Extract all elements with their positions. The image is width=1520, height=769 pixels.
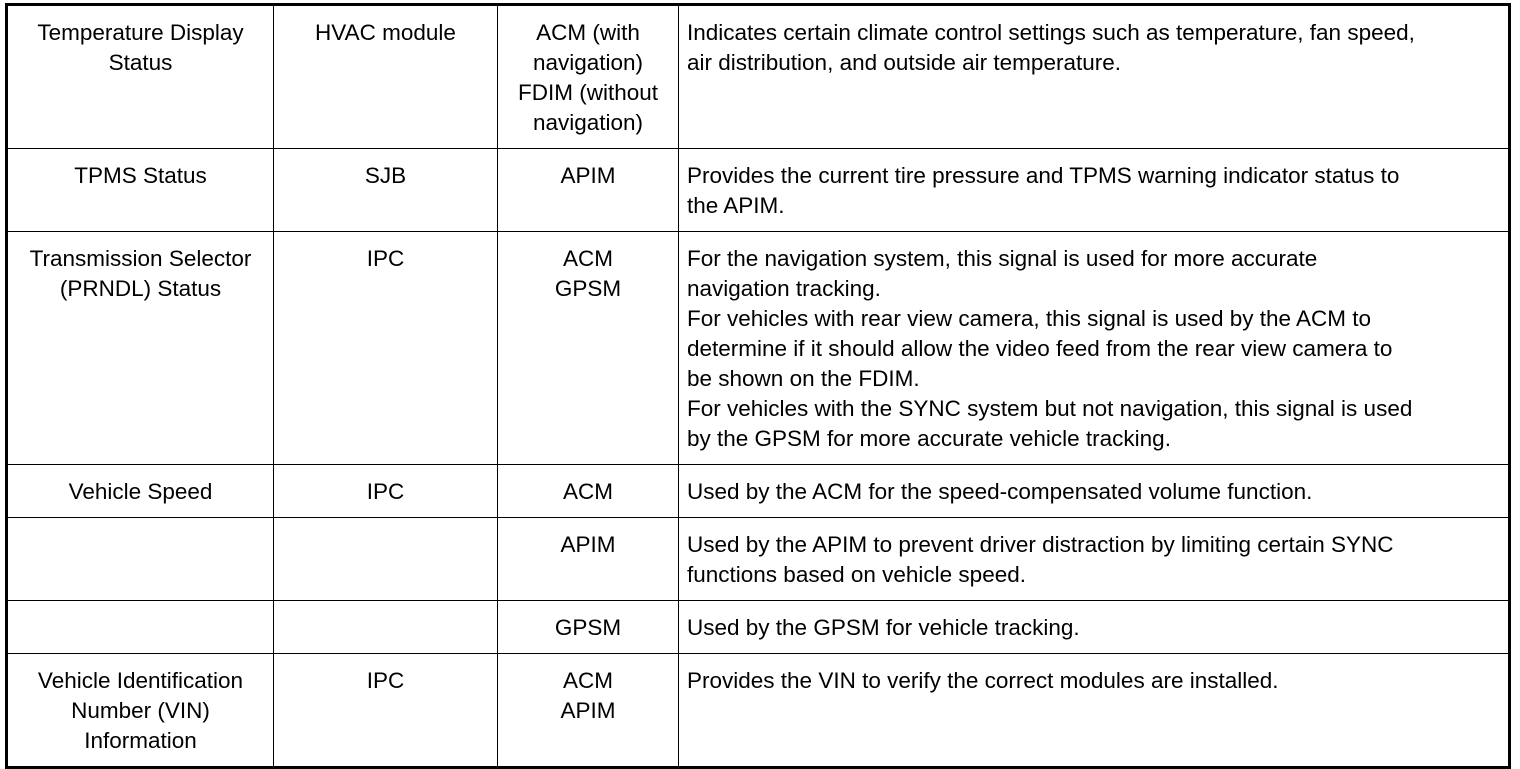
cell-text-line: GPSM	[554, 615, 622, 640]
cell-text-line: Transmission Selector	[29, 246, 252, 271]
cell-text-line: determine if it should allow the video feed from the rear view camera to	[687, 336, 1393, 361]
signal-table	[5, 3, 1511, 769]
destination-module-cell	[498, 149, 679, 232]
source-module-cell	[274, 654, 498, 768]
signal-cell	[7, 232, 274, 465]
source-module-cell	[274, 5, 498, 149]
signal-cell	[7, 149, 274, 232]
source-module-cell	[274, 518, 498, 601]
cell-text-line: TPMS Status	[74, 163, 207, 188]
cell-text-line: For vehicles with the SYNC system but not navigation, this signal is used	[687, 396, 1413, 421]
cell-text-line: Provides the current tire pressure and TPMS warning indicator status to	[687, 163, 1400, 188]
cell-text-line: SJB	[364, 163, 407, 188]
cell-text-line: HVAC module	[315, 20, 456, 45]
table-row	[7, 654, 1510, 768]
destination-module-cell	[498, 465, 679, 518]
cell-text-line: Indicates certain climate control settings such as temperature, fan speed,	[687, 20, 1415, 45]
cell-text-line: (PRNDL) Status	[59, 276, 222, 301]
cell-text-line: Information	[84, 728, 197, 753]
table-row	[7, 232, 1510, 465]
cell-text-line: For the navigation system, this signal is used for more accurate	[687, 246, 1318, 271]
cell-text-line: Temperature Display	[37, 20, 244, 45]
destination-module-cell	[498, 601, 679, 654]
table-row	[7, 601, 1510, 654]
destination-module-cell	[498, 232, 679, 465]
destination-module-cell	[498, 654, 679, 768]
description-cell	[679, 601, 1510, 654]
cell-text-line: APIM	[560, 163, 616, 188]
description-cell	[679, 654, 1510, 768]
cell-text-line: For vehicles with rear view camera, this signal is used by the ACM to	[687, 306, 1372, 331]
cell-text-line: Used by the ACM for the speed-compensated volume function.	[687, 479, 1313, 504]
table-row	[7, 465, 1510, 518]
cell-text-line: IPC	[366, 246, 405, 271]
cell-text-line: air distribution, and outside air temperature.	[687, 50, 1121, 75]
cell-text-line: functions based on vehicle speed.	[687, 562, 1026, 587]
source-module-cell	[274, 232, 498, 465]
cell-text-line: Used by the APIM to prevent driver distraction by limiting certain SYNC	[687, 532, 1394, 557]
source-module-cell	[274, 465, 498, 518]
description-cell	[679, 465, 1510, 518]
cell-text-line: Used by the GPSM for vehicle tracking.	[687, 615, 1080, 640]
table-row	[7, 5, 1510, 149]
description-cell	[679, 232, 1510, 465]
description-cell	[679, 5, 1510, 149]
cell-text-line: navigation tracking.	[687, 276, 881, 301]
cell-text-line: Vehicle Identification	[37, 668, 244, 693]
cell-text-line: by the GPSM for more accurate vehicle tracking.	[687, 426, 1171, 451]
cell-text-line: navigation)	[532, 110, 644, 135]
cell-text-line: navigation)	[532, 50, 644, 75]
source-module-cell	[274, 149, 498, 232]
signal-cell	[7, 601, 274, 654]
cell-text-line: IPC	[366, 479, 405, 504]
signal-cell	[7, 5, 274, 149]
cell-text-line: be shown on the FDIM.	[687, 366, 920, 391]
cell-text-line: Status	[108, 50, 173, 75]
cell-text-line: ACM	[563, 246, 613, 271]
cell-text-line: Provides the VIN to verify the correct modules are installed.	[687, 668, 1279, 693]
table-row	[7, 518, 1510, 601]
cell-text-line: GPSM	[554, 276, 622, 301]
cell-text-line: Vehicle Speed	[68, 479, 213, 504]
cell-text-line: ACM	[563, 479, 613, 504]
signal-cell	[7, 518, 274, 601]
signal-cell	[7, 465, 274, 518]
source-module-cell	[274, 601, 498, 654]
cell-text-line: IPC	[366, 668, 405, 693]
destination-module-cell	[498, 518, 679, 601]
table-row	[7, 149, 1510, 232]
cell-text-line: the APIM.	[687, 193, 785, 218]
cell-text-line: APIM	[560, 698, 616, 723]
cell-text-line: APIM	[560, 532, 616, 557]
description-cell	[679, 518, 1510, 601]
cell-text-line: ACM	[563, 668, 613, 693]
table-body	[7, 5, 1510, 768]
cell-text-line: FDIM (without	[517, 80, 659, 105]
cell-text-line: Number (VIN)	[71, 698, 210, 723]
cell-text-line: ACM (with	[536, 20, 640, 45]
description-cell	[679, 149, 1510, 232]
signal-cell	[7, 654, 274, 768]
destination-module-cell	[498, 5, 679, 149]
